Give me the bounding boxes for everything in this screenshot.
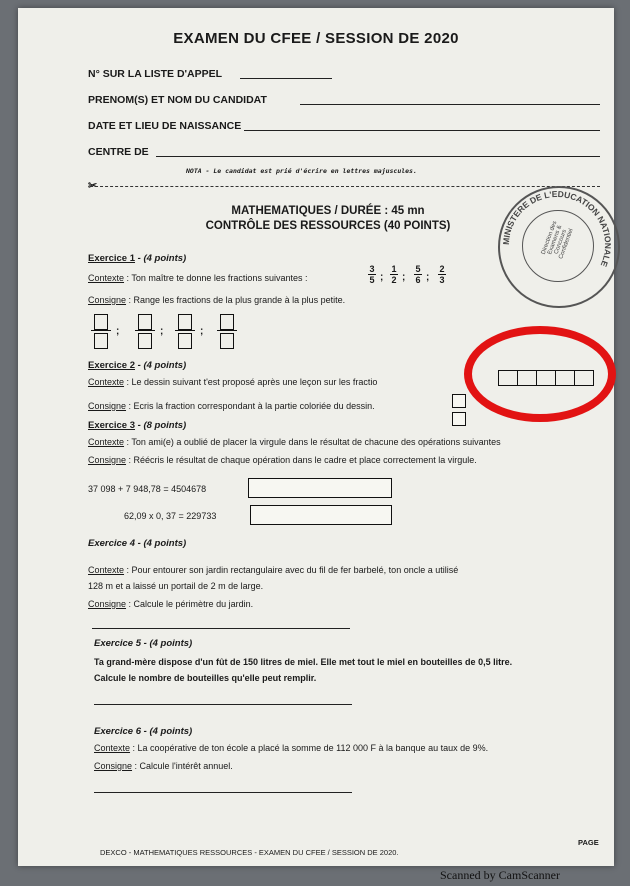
- ex4-consigne: [88, 598, 253, 610]
- ex2-consigne: [88, 400, 375, 412]
- ex3-context: [88, 436, 614, 448]
- ex5-title: Exercice 5 - (4 points): [94, 638, 193, 649]
- ex2-consigne-label: Consigne: [88, 401, 127, 411]
- ex2-context-label: Contexte: [88, 377, 125, 387]
- ex1-fraction-4: 2 3: [439, 264, 445, 285]
- ex4-consigne-text: : Calcule le périmètre du jardin.: [126, 599, 254, 609]
- ex6-answer-line[interactable]: [94, 792, 352, 793]
- exam-title: EXAMEN DU CFEE / SESSION DE 2020: [173, 30, 459, 47]
- ex1-consigne: [88, 294, 345, 306]
- ex6-consigne-text: : Calcule l'intérêt annuel.: [132, 761, 233, 771]
- ex6-consigne-label: Consigne: [94, 761, 133, 771]
- stamp-inner-text: Direction des Examens & Concours Confidentiel: [540, 220, 575, 260]
- field-center-label: CENTRE DE: [88, 146, 149, 158]
- ex1-fraction-2: 1 2: [391, 264, 397, 285]
- ex2-points: - (4 points): [135, 360, 187, 371]
- section-title: MATHEMATIQUES / DURÉE : 45 mn: [231, 205, 425, 217]
- footer-text: DEXCO - MATHEMATIQUES RESSOURCES - EXAMEN DU CFEE / SESSION DE 2020.: [100, 848, 399, 857]
- ex1-consigne-text: : Range les fractions de la plus grande à la plus petite.: [126, 295, 346, 305]
- uppercase-note: NOTA - Le candidat est prié d'écrire en lettres majuscules.: [186, 167, 417, 175]
- ex5-text-1: Ta grand-mère dispose d'un fût de 150 litres de miel. Elle met tout le miel en bouteilles de 0,5 litre.: [94, 657, 513, 667]
- ex2-consigne-text: : Ecris la fraction correspondant à la partie coloriée du dessin.: [126, 401, 375, 411]
- ex4-context-text: : Pour entourer son jardin rectangulaire avec du fil de fer barbelé, ton oncle a utilisé: [124, 565, 459, 575]
- field-candidate-name-label: PRENOM(S) ET NOM DU CANDIDAT: [88, 94, 267, 106]
- ex6-consigne: [94, 760, 233, 772]
- ex1-points: - (4 points): [135, 253, 187, 264]
- ex3-answer-box-1[interactable]: [248, 478, 392, 498]
- ex6-context-label: Contexte: [94, 743, 131, 753]
- ex6-title: Exercice 6 - (4 points): [94, 726, 193, 737]
- ex3-answer-box-2[interactable]: [250, 505, 392, 525]
- ex1-title-label: Exercice 1: [88, 253, 136, 264]
- field-candidate-name-line[interactable]: [300, 104, 600, 105]
- ex3-consigne: [88, 454, 477, 466]
- ex1-consigne-label: Consigne: [88, 295, 127, 305]
- stamp-inner: [522, 210, 594, 282]
- ex1-context-text: : Ton maître te donne les fractions suivantes :: [124, 273, 308, 283]
- ex3-consigne-label: Consigne: [88, 455, 127, 465]
- ex1-separator: ;: [402, 272, 406, 283]
- field-roll-number-label: N° SUR LA LISTE D'APPEL: [88, 68, 223, 80]
- red-highlight-circle: [464, 326, 616, 422]
- ex6-context-text: : La coopérative de ton école a placé la somme de 112 000 F à la banque au taux de 9%.: [130, 743, 489, 753]
- official-stamp: [498, 186, 620, 308]
- scissors-icon: ✂: [88, 180, 98, 192]
- ex3-operation-1: 37 098 + 7 948,78 = 4504678: [88, 484, 207, 494]
- ex4-consigne-label: Consigne: [88, 599, 127, 609]
- ex4-context: [88, 564, 458, 576]
- ex3-title-label: Exercice 3: [88, 420, 136, 431]
- ex1-fraction-1: 3 5: [369, 264, 375, 285]
- ex3-context-text: : Ton ami(e) a oublié de placer la virgule dans le résultat de chacune des opérations suivantes: [124, 437, 501, 447]
- ex5-answer-line[interactable]: [94, 704, 352, 705]
- ex1-answer-fraction-1[interactable]: [94, 314, 108, 348]
- ex3-context-label: Contexte: [88, 437, 125, 447]
- section-subtitle: CONTRÔLE DES RESSOURCES (40 POINTS): [205, 220, 451, 232]
- ex4-context-line-2: 128 m et a laissé un portail de 2 m de large.: [88, 581, 264, 591]
- ex2-answer-numerator[interactable]: [452, 394, 466, 408]
- ex1-separator: ;: [426, 272, 430, 283]
- ex1-context: [88, 272, 307, 284]
- ex2-context-text: : Le dessin suivant t'est proposé après une leçon sur les fractio: [124, 377, 378, 387]
- exam-sheet: [18, 8, 614, 866]
- ex1-answer-fraction-3[interactable]: [178, 314, 192, 348]
- camscanner-watermark: Scanned by CamScanner: [440, 868, 560, 882]
- ex4-answer-line[interactable]: [92, 628, 350, 629]
- ex1-fraction-3: 5 6: [415, 264, 421, 285]
- ex1-context-label: Contexte: [88, 273, 125, 283]
- ex1-answer-separator: ;: [160, 326, 164, 337]
- ex1-separator: ;: [380, 272, 384, 283]
- ex2-context: [88, 376, 464, 388]
- ex3-points: - (8 points): [135, 420, 187, 431]
- ex3-consigne-text: : Réécris le résultat de chaque opération dans le cadre et place correctement la virgule.: [126, 455, 477, 465]
- ex1-answer-fraction-4[interactable]: [220, 314, 234, 348]
- ex1-answer-separator: ;: [200, 326, 204, 337]
- ex2-title: [88, 360, 186, 371]
- ex3-operation-2: 62,09 x 0, 37 = 229733: [124, 511, 217, 521]
- ex6-context: [94, 742, 488, 754]
- field-birth-line[interactable]: [244, 130, 600, 131]
- ex1-answer-separator: ;: [116, 326, 120, 337]
- ex1-title: [88, 253, 186, 264]
- ex2-answer-denominator[interactable]: [452, 412, 466, 426]
- field-center-line[interactable]: [156, 156, 600, 157]
- page-label: PAGE: [578, 838, 599, 847]
- ex2-title-label: Exercice 2: [88, 360, 136, 371]
- ex5-text-2: Calcule le nombre de bouteilles qu'elle peut remplir.: [94, 673, 317, 683]
- field-birth-label: DATE ET LIEU DE NAISSANCE: [88, 120, 242, 132]
- stamp-ring-text: MINISTERE DE L'EDUCATION NATIONALE: [500, 188, 614, 269]
- ex3-title: [88, 420, 186, 431]
- field-roll-number-line[interactable]: [240, 78, 332, 79]
- ex4-title: Exercice 4 - (4 points): [88, 538, 187, 549]
- ex1-answer-fraction-2[interactable]: [138, 314, 152, 348]
- ex4-context-label: Contexte: [88, 565, 125, 575]
